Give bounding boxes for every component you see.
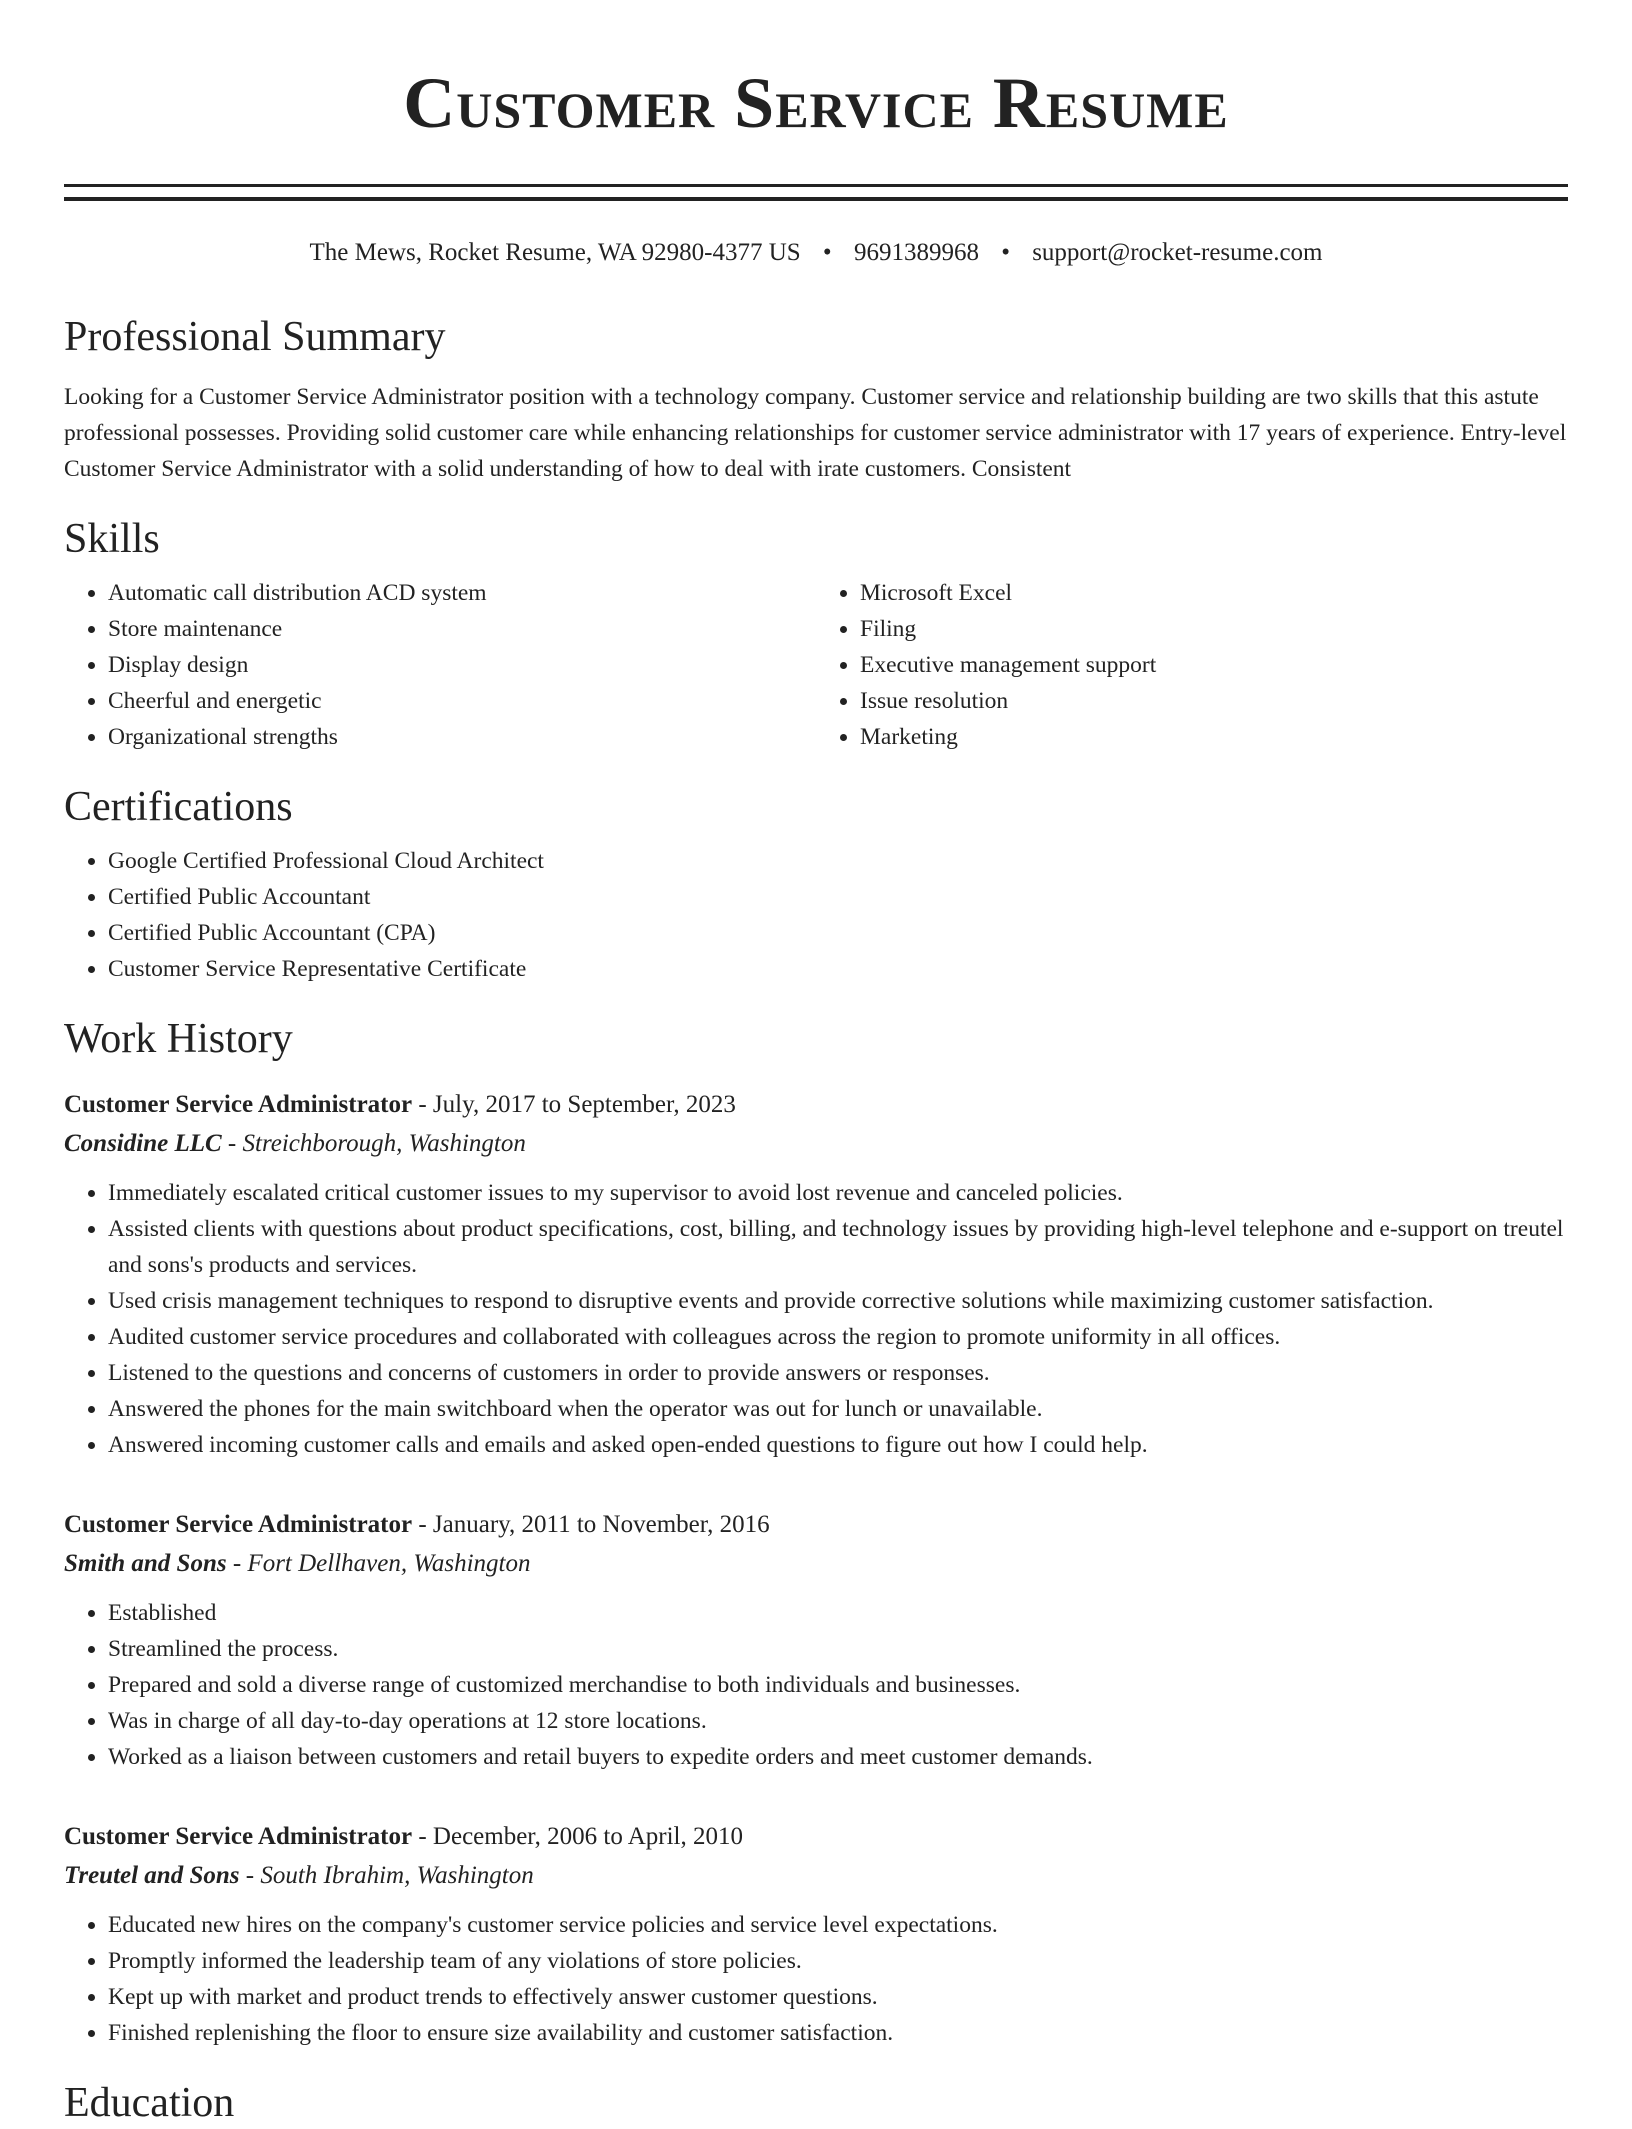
job-bullet: • Streamlined the process.	[108, 1631, 1568, 1667]
skill-item: • Issue resolution	[860, 683, 1568, 719]
summary-text: Looking for a Customer Service Administrator position with a technology company. Customer service and relationship building are two skills that this astute professional possesses. Providing solid customer care while enhancing relationships for customer service administrator with 17 years of experience. Entry-level Customer Service Administrator with a solid understanding of how to deal with irate customers. Consistent	[64, 384, 1567, 482]
skills-list-left	[64, 575, 816, 755]
bullet-separator: •	[822, 239, 832, 266]
title-double-rule	[64, 184, 1568, 201]
certification-item: • Google Certified Professional Cloud Architect	[108, 843, 1568, 879]
job-bullet: • Finished replenishing the floor to ensure size availability and customer satisfaction.	[108, 2015, 1568, 2051]
contact-phone: 9691389968	[853, 239, 979, 266]
job-entry	[64, 1817, 1568, 2051]
skill-item: • Executive management support	[860, 647, 1568, 683]
skill-item: • Filing	[860, 611, 1568, 647]
job-bullets	[64, 1175, 1568, 1463]
skills-columns	[64, 565, 1568, 755]
job-title: Customer Service Administrator	[64, 1091, 413, 1118]
company-name: Considine LLC	[64, 1130, 222, 1157]
company-line	[64, 1125, 1568, 1163]
section-heading-summary: Professional Summary	[64, 314, 446, 360]
section-heading-education: Education	[64, 2080, 235, 2126]
job-title: Customer Service Administrator	[64, 1511, 413, 1538]
certification-item: • Certified Public Accountant (CPA)	[108, 915, 1568, 951]
skill-item: • Display design	[108, 647, 816, 683]
section-heading-work-history: Work History	[64, 1016, 293, 1062]
job-bullet: • Audited customer service procedures and collaborated with colleagues across the region to promote uniformity in all offices.	[108, 1319, 1568, 1355]
company-line	[64, 1545, 1568, 1583]
job-bullet: • Answered incoming customer calls and emails and asked open-ended questions to figure out how I could help.	[108, 1427, 1568, 1463]
job-entry	[64, 1505, 1568, 1775]
skill-item: • Microsoft Excel	[860, 575, 1568, 611]
job-bullet: • Promptly informed the leadership team of any violations of store policies.	[108, 1943, 1568, 1979]
contact-address: The Mews, Rocket Resume, WA 92980-4377 US	[309, 239, 801, 266]
certification-item: • Customer Service Representative Certificate	[108, 951, 1568, 987]
job-bullet: • Immediately escalated critical customer issues to my supervisor to avoid lost revenue and canceled policies.	[108, 1175, 1568, 1211]
company-location: - Streichborough, Washington	[227, 1130, 526, 1157]
job-bullet: • Prepared and sold a diverse range of customized merchandise to both individuals and businesses.	[108, 1667, 1568, 1703]
job-bullet: • Was in charge of all day-to-day operations at 12 store locations.	[108, 1703, 1568, 1739]
job-bullet: • Educated new hires on the company's customer service policies and service level expectations.	[108, 1907, 1568, 1943]
job-bullet: • Answered the phones for the main switchboard when the operator was out for lunch or unavailable.	[108, 1391, 1568, 1427]
contact-email: support@rocket-resume.com	[1032, 239, 1323, 266]
job-bullets	[64, 1595, 1568, 1775]
certifications-list	[64, 843, 1568, 987]
job-dates: - July, 2017 to September, 2023	[418, 1091, 736, 1118]
job-title-line	[64, 1085, 1568, 1125]
job-bullet: • Worked as a liaison between customers and retail buyers to expedite orders and meet customer demands.	[108, 1739, 1568, 1775]
company-line	[64, 1857, 1568, 1895]
section-heading-skills: Skills	[64, 516, 160, 562]
contact-line	[64, 237, 1568, 269]
resume-title: Customer Service Resume	[403, 63, 1229, 143]
job-title-line	[64, 1817, 1568, 1857]
company-name: Smith and Sons	[64, 1550, 227, 1577]
job-entry	[64, 1085, 1568, 1463]
job-title-line	[64, 1505, 1568, 1545]
job-bullet: • Listened to the questions and concerns of customers in order to provide answers or responses.	[108, 1355, 1568, 1391]
job-title: Customer Service Administrator	[64, 1823, 413, 1850]
job-bullet: • Used crisis management techniques to respond to disruptive events and provide corrective solutions while maximizing customer satisfaction.	[108, 1283, 1568, 1319]
skill-item: • Store maintenance	[108, 611, 816, 647]
job-bullets	[64, 1907, 1568, 2051]
job-dates: - January, 2011 to November, 2016	[418, 1511, 770, 1538]
job-bullet: • Assisted clients with questions about product specifications, cost, billing, and technology issues by providing high-level telephone and e-support on treutel and sons's products and services.	[108, 1211, 1568, 1283]
company-name: Treutel and Sons	[64, 1862, 240, 1889]
skills-list-right	[816, 575, 1568, 755]
bullet-separator: •	[1001, 239, 1010, 266]
skill-item: • Cheerful and energetic	[108, 683, 816, 719]
section-heading-certifications: Certifications	[64, 784, 293, 830]
job-dates: - December, 2006 to April, 2010	[418, 1823, 743, 1850]
skill-item: • Marketing	[860, 719, 1568, 755]
skill-item: • Organizational strengths	[108, 719, 816, 755]
job-bullet: • Established	[108, 1595, 1568, 1631]
company-location: - Fort Dellhaven, Washington	[232, 1550, 531, 1577]
certification-item: • Certified Public Accountant	[108, 879, 1568, 915]
skill-item: • Automatic call distribution ACD system	[108, 575, 816, 611]
company-location: - South Ibrahim, Washington	[245, 1862, 534, 1889]
job-bullet: • Kept up with market and product trends to effectively answer customer questions.	[108, 1979, 1568, 2015]
